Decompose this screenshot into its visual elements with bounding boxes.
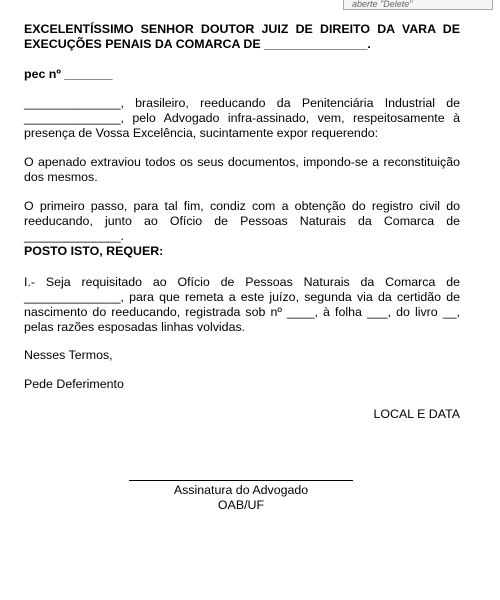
oab-number: OAB/UF xyxy=(217,498,265,512)
document-body xyxy=(24,22,460,421)
request-item-1: I.- Seja requisitado ao Ofício de Pessoas Naturais da Comarca de ______________, para que remeta a este juízo, segunda via da certidão de nascimento do reeducando, registrada sob nº ____, à folha ___, do livro __, pelas razões esposadas linhas volvidas. xyxy=(24,275,460,334)
signature-line xyxy=(129,480,353,481)
paragraph-petitioner: ______________, brasileiro, reeducando da Penitenciária Industrial de ______________, pelo Advogado infra-assinado, vem, respeitosamente à presença de Vossa Excelência, sucintamente expor requerendo: xyxy=(24,96,460,140)
place-and-date: LOCAL E DATA xyxy=(373,407,460,421)
signature-block xyxy=(129,483,353,513)
closing-request: Pede Deferimento xyxy=(24,377,124,391)
document-title: EXCELENTÍSSIMO SENHOR DOUTOR JUIZ DE DIREITO DA VARA DE EXECUÇÕES PENAIS DA COMARCA DE _______________. xyxy=(24,22,460,51)
paragraph-lost-documents: O apenado extraviou todos os seus documentos, impondo-se a reconstituição dos mesmos. xyxy=(24,155,460,184)
tooltip: aberte "Delete" xyxy=(343,0,493,10)
pec-number: pec nº _______ xyxy=(24,67,113,81)
section-title-request: POSTO ISTO, REQUER: xyxy=(24,244,164,258)
closing-terms: Nesses Termos, xyxy=(24,348,113,362)
paragraph-civil-registry: O primeiro passo, para tal fim, condiz com a obtenção do registro civil do reeducando, junto ao Ofício de Pessoas Naturais da Comarca de ______________. xyxy=(24,199,460,243)
signature-label: Assinatura do Advogado xyxy=(173,483,309,497)
